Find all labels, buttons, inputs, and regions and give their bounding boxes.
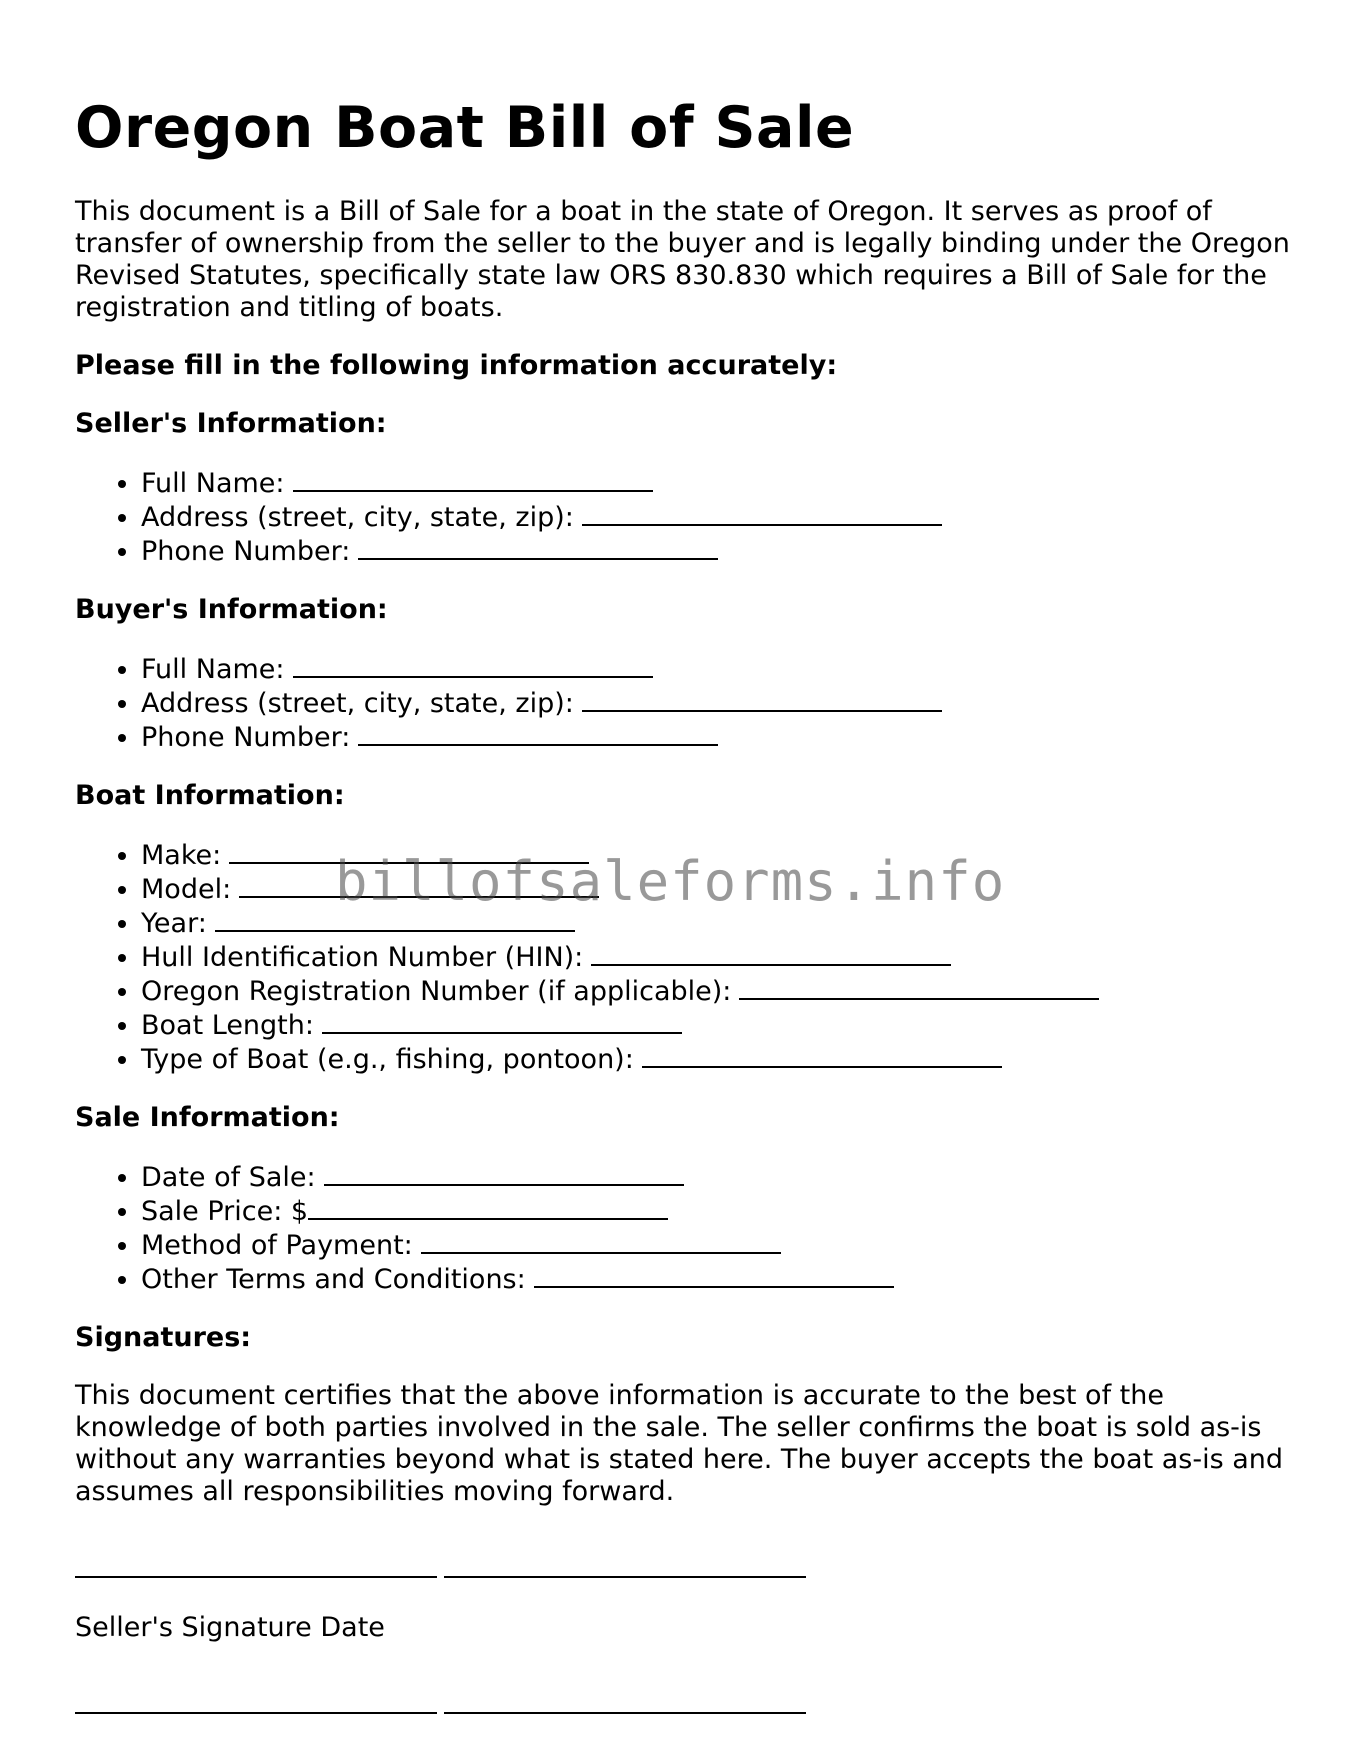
other-terms-blank[interactable] — [534, 1262, 894, 1288]
seller-address-field — [141, 500, 1295, 534]
boat-type-blank[interactable] — [642, 1042, 1002, 1068]
seller-address-blank[interactable] — [582, 500, 942, 526]
boat-model-blank[interactable] — [239, 872, 599, 898]
seller-phone-blank[interactable] — [358, 534, 718, 560]
field-label: Year: — [141, 908, 207, 939]
field-label: Make: — [141, 840, 222, 871]
boat-make-field — [141, 838, 1295, 872]
other-terms-field — [141, 1262, 1295, 1296]
boat-hin-field — [141, 940, 1295, 974]
buyer-section-heading: Buyer's Information: — [75, 594, 388, 625]
field-label: Phone Number: — [141, 536, 351, 567]
field-label: Full Name: — [141, 654, 285, 685]
seller-signature-row — [75, 1548, 1295, 1578]
intro-paragraph: This document is a Bill of Sale for a boat in the state of Oregon. It serves as proof of transfer of ownership from the seller to the buyer and is legally binding under the Oregon Revised Statutes, specifically state law ORS 830.830 which requires a Bill of Sale for the registration and titling of boats. — [75, 196, 1290, 323]
seller-phone-field — [141, 534, 1295, 568]
seller-section-heading: Seller's Information: — [75, 408, 387, 439]
buyer-signature-row — [75, 1684, 1295, 1714]
buyer-fields-list — [75, 652, 1295, 754]
buyer-full-name-field — [141, 652, 1295, 686]
sale-price-blank[interactable] — [308, 1194, 668, 1220]
sale-section-heading: Sale Information: — [75, 1102, 340, 1133]
page-title: Oregon Boat Bill of Sale — [75, 95, 855, 161]
seller-fields-list — [75, 466, 1295, 568]
boat-type-field — [141, 1042, 1295, 1076]
field-label: Phone Number: — [141, 722, 351, 753]
boat-model-field — [141, 872, 1295, 906]
buyer-date-line[interactable] — [444, 1712, 806, 1714]
boat-registration-blank[interactable] — [739, 974, 1099, 1000]
field-label: Oregon Registration Number (if applicable): — [141, 976, 732, 1007]
boat-year-field — [141, 906, 1295, 940]
field-label: Model: — [141, 874, 232, 905]
boat-length-blank[interactable] — [322, 1008, 682, 1034]
sale-fields-list — [75, 1160, 1295, 1296]
buyer-signature-line[interactable] — [75, 1712, 437, 1714]
boat-hin-blank[interactable] — [591, 940, 951, 966]
boat-length-field — [141, 1008, 1295, 1042]
field-label: Boat Length: — [141, 1010, 314, 1041]
boat-fields-list — [75, 838, 1295, 1076]
buyer-phone-blank[interactable] — [358, 720, 718, 746]
instruction-text: Please fill in the following information accurately: — [75, 350, 838, 381]
field-label: Type of Boat (e.g., fishing, pontoon): — [141, 1044, 634, 1075]
boat-section-heading: Boat Information: — [75, 780, 345, 811]
certification-paragraph: This document certifies that the above information is accurate to the best of the knowledge of both parties involved in the sale. The seller confirms the boat is sold as-is without any warranties beyond what is stated here. The buyer accepts the boat as-is and assumes all responsibilities moving forward. — [75, 1380, 1284, 1507]
payment-method-blank[interactable] — [421, 1228, 781, 1254]
buyer-address-blank[interactable] — [582, 686, 942, 712]
field-label: Date of Sale: — [141, 1162, 316, 1193]
document-page — [75, 0, 1295, 1714]
signatures-section-heading: Signatures: — [75, 1322, 252, 1353]
field-label: Address (street, city, state, zip): — [141, 502, 574, 533]
sale-date-blank[interactable] — [324, 1160, 684, 1186]
boat-make-blank[interactable] — [229, 838, 589, 864]
seller-signature-line[interactable] — [75, 1576, 437, 1578]
seller-full-name-field — [141, 466, 1295, 500]
sale-price-field — [141, 1194, 1295, 1228]
buyer-address-field — [141, 686, 1295, 720]
field-label: Full Name: — [141, 468, 285, 499]
field-label: Address (street, city, state, zip): — [141, 688, 574, 719]
field-label: Method of Payment: — [141, 1230, 413, 1261]
field-label: Other Terms and Conditions: — [141, 1264, 526, 1295]
seller-signature-caption: Seller's Signature Date — [75, 1612, 385, 1643]
watermark-text: billofsaleforms.info — [335, 850, 1006, 913]
seller-full-name-blank[interactable] — [293, 466, 653, 492]
sale-date-field — [141, 1160, 1295, 1194]
boat-registration-field — [141, 974, 1295, 1008]
payment-method-field — [141, 1228, 1295, 1262]
buyer-phone-field — [141, 720, 1295, 754]
seller-date-line[interactable] — [444, 1576, 806, 1578]
boat-year-blank[interactable] — [215, 906, 575, 932]
field-label: Hull Identification Number (HIN): — [141, 942, 584, 973]
field-label: Sale Price: $ — [141, 1196, 309, 1227]
buyer-full-name-blank[interactable] — [293, 652, 653, 678]
